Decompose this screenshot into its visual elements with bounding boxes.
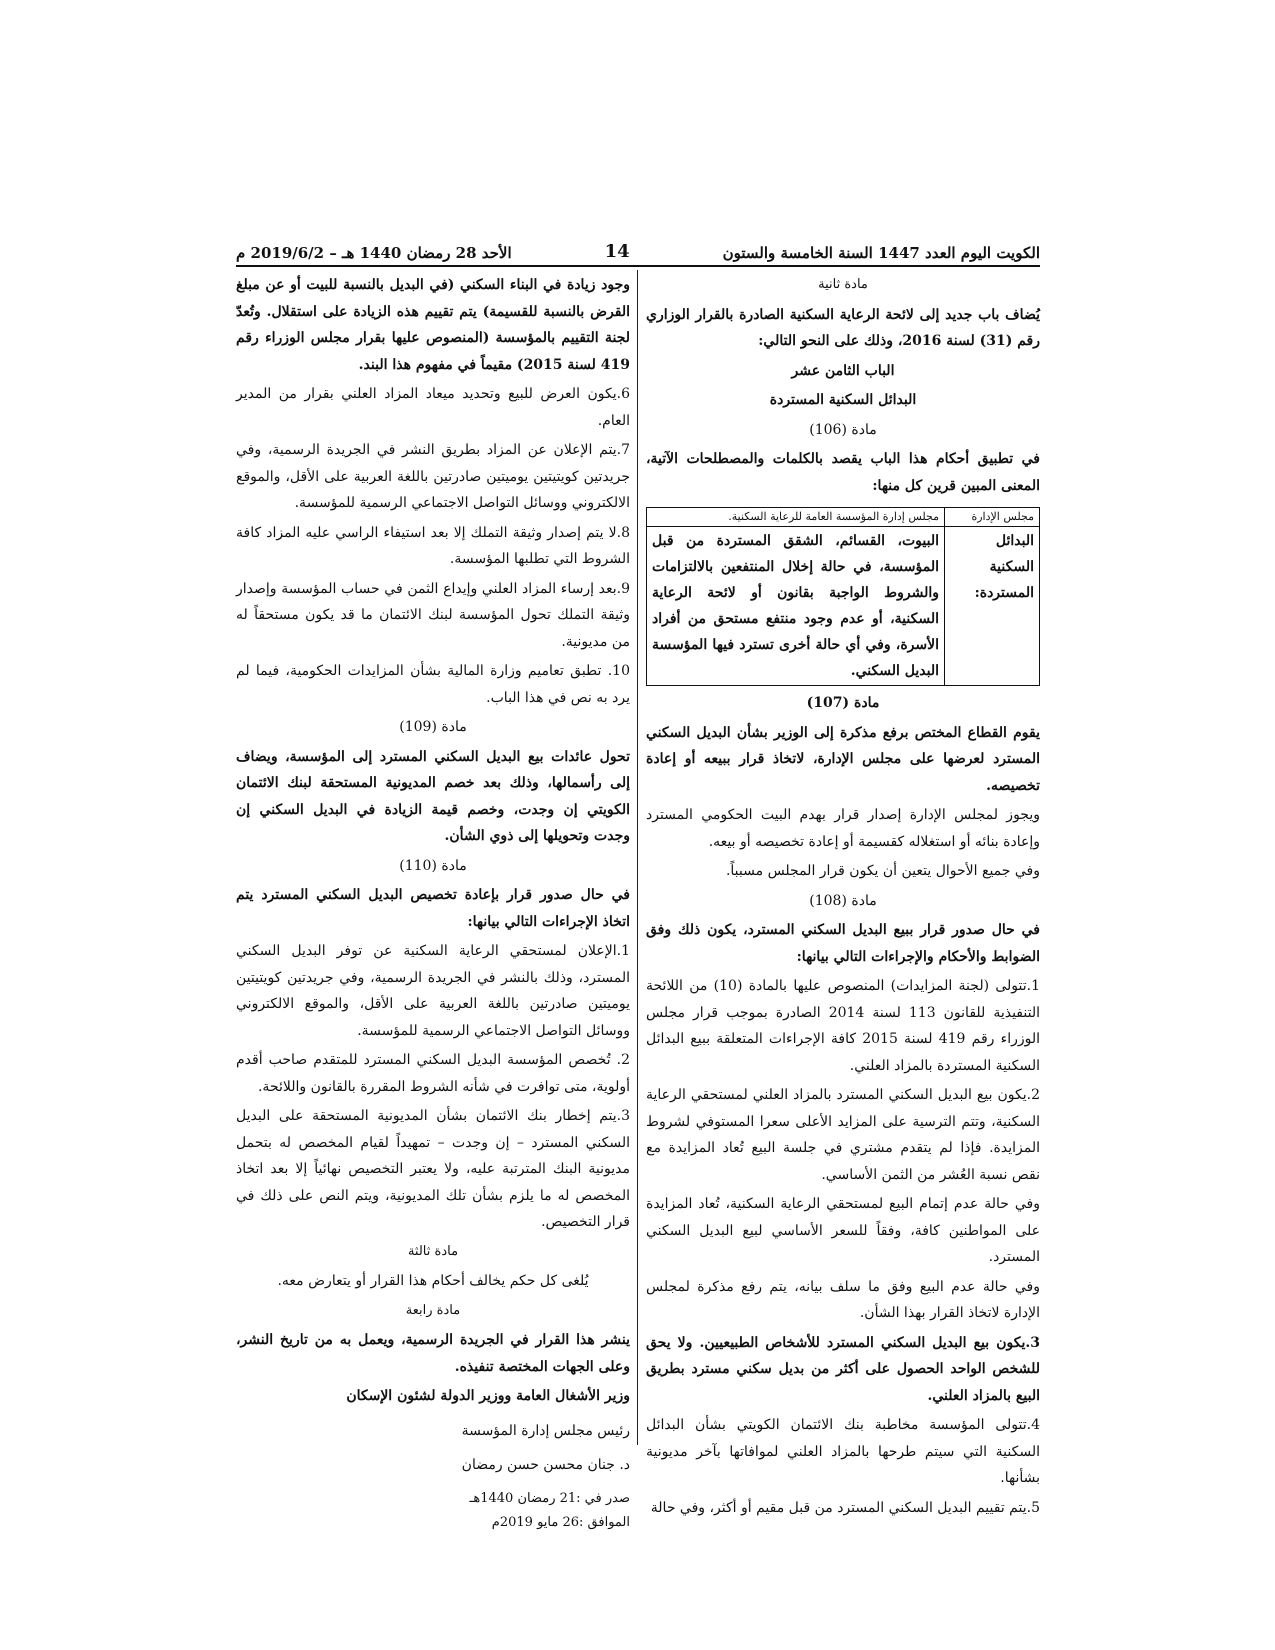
article-107-paragraph: يقوم القطاع المختص برفع مذكرة إلى الوزير بشأن البديل السكني المسترد لعرضها على مجلس الإدارة، لاتخاذ قرار ببيعه أو إعادة تخصيصه. <box>646 724 1040 794</box>
issue-date-hijri: صدر في :21 رمضان 1440هـ <box>469 1490 630 1506</box>
page-number: 14 <box>604 241 630 262</box>
article-107-paragraph: وفي جميع الأحوال يتعين أن يكون قرار المجلس مسبباً. <box>725 863 1040 879</box>
issue-date-block <box>236 1487 630 1535</box>
table-header-term: مجلس الإدارة <box>945 508 1040 527</box>
chapter-title: الباب الثامن عشر <box>791 362 895 379</box>
issue-date-gregorian: الموافق :26 مايو 2019م <box>491 1514 630 1530</box>
article-108-intro: في حال صدور قرار ببيع البديل السكني المسترد، يكون ذلك وفق الضوابط والأحكام والإجراءات التالي بيانها: <box>646 922 1040 965</box>
header-date: الأحد 28 رمضان 1440 هـ – 2019/6/2 م <box>236 244 512 262</box>
article-108-item: 10. تطبق تعاميم وزارة المالية بشأن المزايدات الحكومية، فيما لم يرد به نص في هذا الباب. <box>236 663 630 706</box>
article-108-continuation: وجود زيادة في البناء السكني (في البديل بالنسبة للبيت أو عن مبلغ القرض بالنسبة للقسيمة) يتم تقييم هذه الزيادة على استقلال. وتُعدّ لجنة التقييم بالمؤسسة (المنصوص عليها بقرار مجلس الوزراء رقم 419 لسنة 2015) مقيماً في مفهوم هذا البند. <box>236 277 630 373</box>
article-2-title: مادة ثانية <box>818 277 868 292</box>
definitions-table <box>646 507 1040 686</box>
article-108-item: 3.يكون بيع البديل السكني المسترد للأشخاص الطبيعيين. ولا يحق للشخص الواحد الحصول على أكثر من بديل سكني مسترد بطريق البيع بالمزاد العلني. <box>646 1334 1040 1404</box>
signatory-role: وزير الأشغال العامة ووزير الدولة لشئون الإسكان <box>346 1388 630 1404</box>
article-108-item: 9.بعد إرساء المزاد العلني وإيداع الثمن في حساب المؤسسة وإصدار وثيقة التملك تحول المؤسسة لبنك الائتمان ما قد يكون مستحقاً له من مديونية. <box>236 580 630 650</box>
article-108-item: 8.لا يتم إصدار وثيقة التملك إلا بعد استيفاء الراسي عليه المزاد كافة الشروط التي تطلبها المؤسسة. <box>236 524 630 567</box>
article-108-paragraph: وفي حالة عدم إتمام البيع لمستحقي الرعاية السكنية، تُعاد المزايدة على المواطنين كافة، وفقاً للسعر الأساسي لبيع البديل السكني المسترد. <box>646 1196 1040 1265</box>
article-106-text: في تطبيق أحكام هذا الباب يقصد بالكلمات والمصطلحات الآتية، المعنى المبين قرين كل منها: <box>646 451 1040 494</box>
article-108-item: 5.يتم تقييم البديل السكني المسترد من قبل مقيم أو أكثر، وفي حالة <box>650 1499 1040 1516</box>
article-108-item: 6.يكون العرض للبيع وتحديد ميعاد المزاد العلني بقرار من المدير العام. <box>236 386 630 429</box>
article-108-item: 2.يكون بيع البديل السكني المسترد بالمزاد العلني لمستحقي الرعاية السكنية، وتتم الترسية على المزايد الأعلى سعرا المستوفي لشروط المزايدة. فإذا لم يتقدم مشتري في جلسة البيع تُعاد المزايدة مع نقص نسبة العُشر من الثمن الأساسي. <box>646 1087 1040 1183</box>
page-header <box>236 236 1040 267</box>
article-3-text: يُلغى كل حكم يخالف أحكام هذا القرار أو يتعارض معه. <box>277 1273 589 1289</box>
article-107-title: مادة (107) <box>806 695 880 711</box>
header-issue-info: الكويت اليوم العدد 1447 السنة الخامسة والستون <box>722 244 1040 262</box>
article-109-title: مادة (109) <box>399 719 467 735</box>
article-110-item: 3.يتم إخطار بنك الائتمان بشأن المديونية المستحقة على البديل السكني المسترد – إن وجدت – تمهيداً لقيام المخصص له بتحمل مديونية البنك المترتبة عليه، ولا يعتبر التخصيص نهائياً إلا بعد اتخاذ المخصص له ما يلزم بشأن تلك المديونية، ويتم النص على ذلك في قرار التخصيص. <box>236 1108 630 1230</box>
article-106-title: مادة (106) <box>809 421 877 438</box>
table-header-row <box>647 508 1040 527</box>
right-column <box>646 272 1040 1516</box>
article-108-item: 7.يتم الإعلان عن المزاد بطريق النشر في الجريدة الرسمية، وفي جريدتين كويتيتين يوميتين صادرتين باللغة العربية على الأقل، والموقع الالكتروني ووسائل التواصل الاجتماعي الرسمية للمؤسسة. <box>236 442 630 511</box>
article-110-title: مادة (110) <box>399 857 467 874</box>
article-2-text: يُضاف باب جديد إلى لائحة الرعاية السكنية الصادرة بالقرار الوزاري رقم (31) لسنة 2016، وذلك على النحو التالي: <box>646 306 1040 349</box>
article-3-title: مادة ثالثة <box>407 1243 459 1259</box>
table-header-definition: مجلس إدارة المؤسسة العامة للرعاية السكنية. <box>647 508 945 527</box>
article-108-item: 1.تتولى (لجنة المزايدات) المنصوص عليها بالمادة (10) من اللائحة التنفيذية للقانون 113 لسنة 2014 الصادرة بموجب قرار مجلس الوزراء رقم 419 لسنة 2015 كافة الإجراءات المتعلقة ببيع البدائل السكنية المستردة بالمزاد العلني. <box>646 978 1040 1074</box>
article-4-title: مادة رابعة <box>405 1302 461 1318</box>
article-108-paragraph: وفي حالة عدم البيع وفق ما سلف بيانه، يتم رفع مذكرة لمجلس الإدارة لاتخاذ القرار بهذا الشأن. <box>646 1278 1040 1321</box>
signatory-name: د. جنان محسن حسن رمضان <box>461 1457 630 1473</box>
article-4-text: ينشر هذا القرار في الجريدة الرسمية، ويعمل به من تاريخ النشر، وعلى الجهات المختصة تنفيذه. <box>236 1332 630 1375</box>
definition-term: البدائل السكنية المستردة: <box>945 527 1040 686</box>
table-row <box>647 527 1040 686</box>
chapter-subtitle: البدائل السكنية المستردة <box>769 392 917 408</box>
article-107-paragraph: ويجوز لمجلس الإدارة إصدار قرار بهدم البيت الحكومي المسترد وإعادة بنائه أو استغلاله كقسيمة أو إعادة تخصيصه أو بيعه. <box>646 807 1040 850</box>
signatory-role: رئيس مجلس إدارة المؤسسة <box>461 1422 630 1439</box>
definition-text: البيوت، القسائم، الشقق المستردة من قبل المؤسسة، في حالة إخلال المنتفعين بالالتزامات والشروط الواجبة بقانون أو لائحة الرعاية السكنية، أو عدم وجود منتفع مستحق من أفراد الأسرة، وفي أي حالة أخرى تسترد فيها المؤسسة البديل السكني. <box>647 527 945 686</box>
article-110-item: 2. تُخصص المؤسسة البديل السكني المسترد للمتقدم صاحب أقدم أولوية، متى توافرت في شأنه الشروط المقررة بالقانون واللائحة. <box>236 1052 630 1095</box>
article-108-title: مادة (108) <box>809 892 877 909</box>
article-108-item: 4.تتولى المؤسسة مخاطبة بنك الائتمان الكويتي بشأن البدائل السكنية التي سيتم طرحها بالمزاد العلني لموافاتها بآخر مديونية بشأنها. <box>646 1417 1040 1486</box>
article-110-item: 1.الإعلان لمستحقي الرعاية السكنية عن توفر البديل السكني المسترد، وذلك بالنشر في الجريدة الرسمية، وفي جريدتين كويتيتين يوميتين صادرتين باللغة العربية على الأقل، والموقع الالكتروني ووسائل التواصل الاجتماعي الرسمية للمؤسسة. <box>236 943 630 1039</box>
column-divider <box>637 270 638 1445</box>
article-110-intro: في حال صدور قرار بإعادة تخصيص البديل السكني المسترد يتم اتخاذ الإجراءات التالي بيانها: <box>236 887 630 930</box>
article-109-text: تحول عائدات بيع البديل السكني المسترد إلى المؤسسة، ويضاف إلى رأسمالها، وذلك بعد خصم المديونية المستحقة لبنك الائتمان الكويتي إن وجدت، وخصم قيمة الزيادة في البديل السكني إن وجدت وتحويلها إلى ذوي الشأن. <box>236 748 630 844</box>
signature-block <box>236 1383 630 1479</box>
left-column <box>236 272 630 1530</box>
